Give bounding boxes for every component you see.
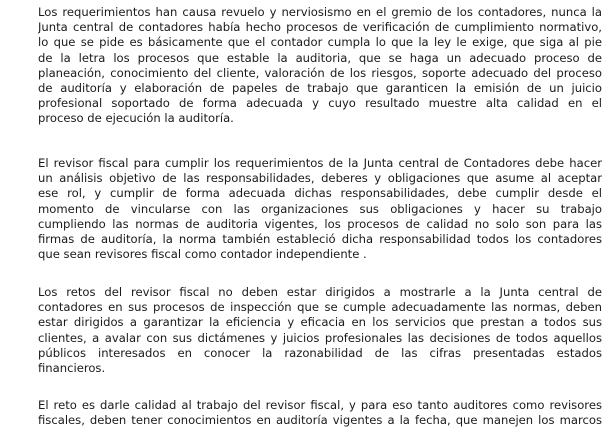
paragraph-reto-calidad bbox=[38, 398, 602, 428]
text-line: El revisor fiscal para cumplir los requerimientos de la Junta central de Contadores debe hacer bbox=[38, 156, 602, 170]
text-line: lo que se pide es básicamente que el contador cumpla lo que la ley le exige, que siga al pie bbox=[38, 35, 602, 50]
text-line: Los retos del revisor fiscal no deben estar dirigidos a mostrarle a la Junta central de bbox=[38, 285, 602, 299]
text-line: un análisis objetivo de las responsabilidades, deberes y obligaciones que asume al aceptar bbox=[38, 171, 602, 186]
text-line: ese rol, y cumplir de forma adecuada dichas responsabilidades, debe cumplir desde el bbox=[38, 186, 602, 201]
text-line: cumpliendo las normas de auditoria vigentes, los procesos de calidad no solo son para las bbox=[38, 216, 602, 231]
text-line: que sean revisores fiscal como contador independiente . bbox=[38, 247, 367, 262]
paragraph-revisor-fiscal bbox=[38, 156, 602, 262]
text-line: de la letra los procesos que estable la auditoria, que se haga un adecuado proceso de bbox=[38, 50, 602, 65]
text-line: de auditoría y elaboración de papeles de trabajo que garanticen la emisión de un juicio bbox=[38, 80, 602, 95]
text-line: contadores en sus procesos de inspección que se cumple adecuadamente las normas, deben bbox=[38, 300, 602, 315]
paragraph-requerimientos bbox=[38, 5, 602, 127]
text-line: públicos interesados en conocer la razonabilidad de las cifras presentadas estados bbox=[38, 345, 602, 360]
text-line: firmas de auditoría, la norma también estableció dicha responsabilidad todos los contadores bbox=[38, 231, 602, 246]
text-line: planeación, conocimiento del cliente, valoración de los riesgos, soporte adecuado del proceso bbox=[38, 65, 602, 80]
paragraph-retos bbox=[38, 285, 602, 376]
text-line: El reto es darle calidad al trabajo del revisor fiscal, y para eso tanto auditores como revisores bbox=[38, 398, 602, 412]
text-line: profesional soportado de forma adecuada y cuyo resultado muestre alta calidad en el bbox=[38, 96, 602, 111]
text-line: estar dirigidos a garantizar la eficiencia y eficacia en los servicios que prestan a todos sus bbox=[38, 315, 602, 330]
text-line: Junta central de contadores había hecho procesos de verificación de cumplimiento normativo, bbox=[38, 20, 602, 35]
text-line: fiscales, deben tener conocimientos en auditoría vigentes a la fecha, que manejen los marcos bbox=[38, 413, 602, 428]
text-line: clientes, a avalar con sus dictámenes y juicios profesionales las decisiones de todos aquellos bbox=[38, 330, 602, 345]
text-line: financieros. bbox=[38, 360, 106, 375]
text-line: Los requerimientos han causa revuelo y nerviosismo en el gremio de los contadores, nunca la bbox=[38, 5, 602, 19]
text-line: proceso de ejecución la auditoría. bbox=[38, 111, 234, 126]
text-line: momento de vincularse con las organizaciones sus obligaciones y hacer su trabajo bbox=[38, 201, 602, 216]
